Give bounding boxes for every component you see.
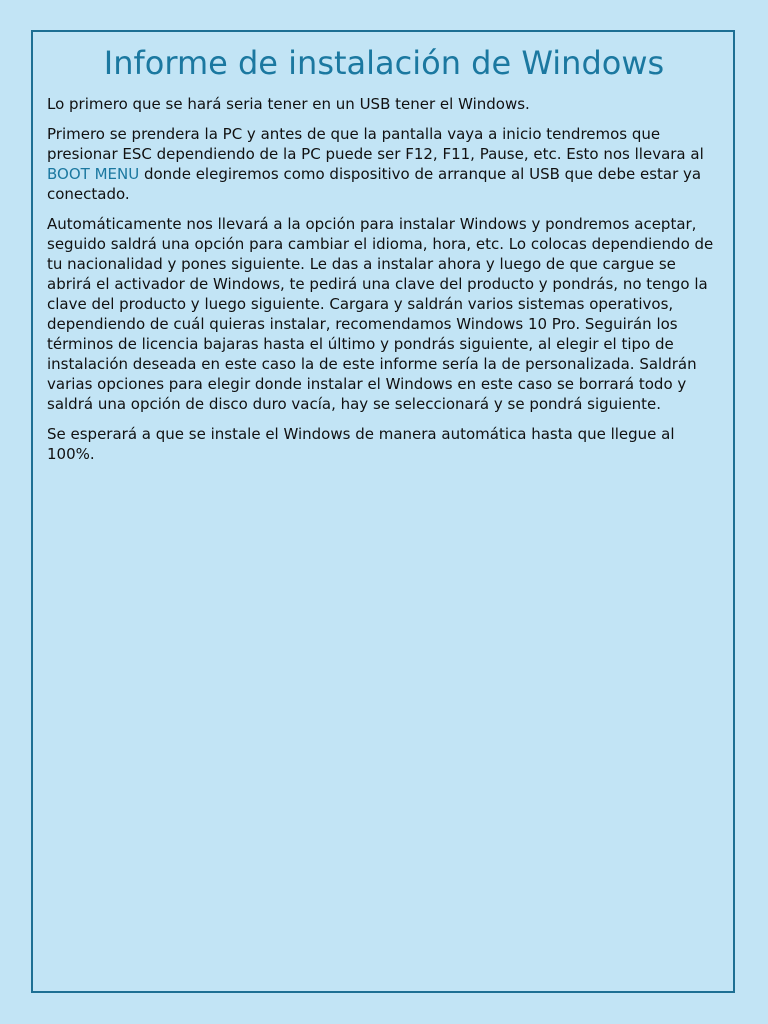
paragraph-wait: Se esperará a que se instale el Windows de manera automática hasta que llegue al 100%. [47,425,675,463]
boot-menu-link[interactable]: BOOT MENU [47,165,140,183]
paragraph-install: Automáticamente nos llevará a la opción para instalar Windows y pondremos aceptar, seguido saldrá una opción para cambiar el idioma, hora, etc. Lo colocas dependiendo de tu nacionalidad y pones siguiente. Le das a instalar ahora y luego de que cargue se abrirá el activador de Windows, te pedirá una clave del producto y pondrás, no tengo la clave del producto y luego siguiente. Cargara y saldrán varios sistemas operativos, dependiendo de cuál quieras instalar, recomendamos Windows 10 Pro. Seguirán los términos de licencia bajaras hasta el último y pondrás siguiente, al elegir el tipo de instalación deseada en este caso la de este informe sería la de personalizada. Saldrán varias opciones para elegir donde instalar el Windows en este caso se borrará todo y saldrá una opción de disco duro vacía, hay se seleccionará y se pondrá siguiente. [47,215,714,413]
document-title: Informe de instalación de Windows [103,44,665,82]
paragraph-boot-text-end: donde elegiremos como dispositivo de arranque al USB que debe estar ya conectado. [47,165,702,203]
paragraph-usb: Lo primero que se hará seria tener en un USB tener el Windows. [47,95,530,113]
paragraph-boot-text-start: Primero se prendera la PC y antes de que la pantalla vaya a inicio tendremos que presionar ESC dependiendo de la PC puede ser F12, F11, Pause, etc. Esto nos llevara al [47,125,704,163]
paragraph-boot [47,124,715,204]
document-body [47,94,715,474]
